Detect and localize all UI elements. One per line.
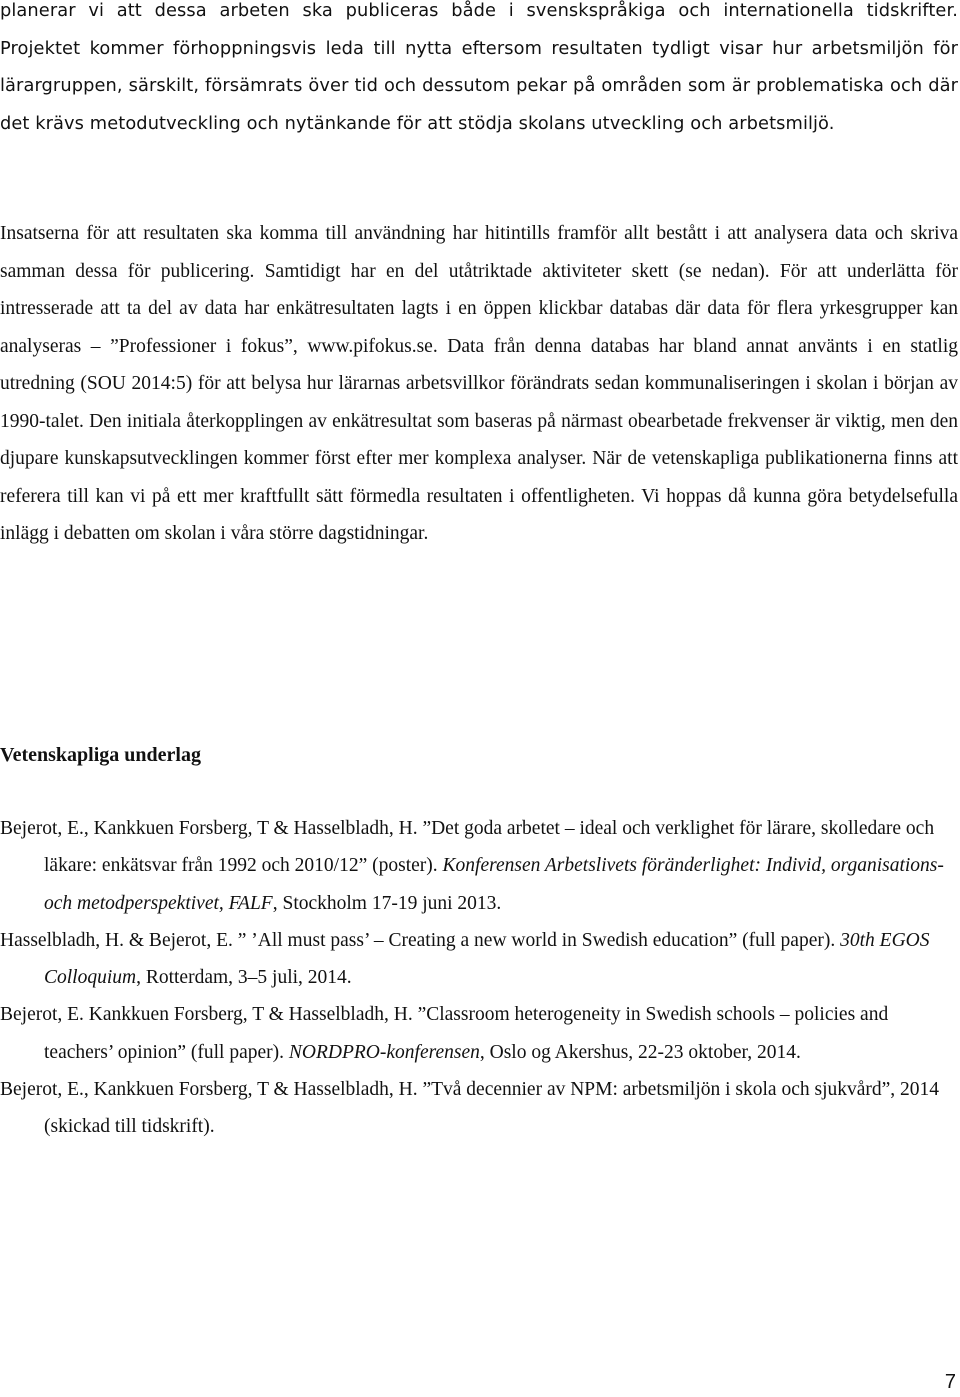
section-heading: Vetenskapliga underlag xyxy=(0,744,201,766)
page-number: 7 xyxy=(944,1371,956,1393)
body-paragraph-2 xyxy=(0,215,958,553)
reference-item xyxy=(0,1071,958,1146)
reference-item xyxy=(0,922,958,997)
reference-item xyxy=(0,810,958,922)
paragraph-2-text: Insatserna för att resultaten ska komma till användning har hitintills framför allt bestått i att analysera data och skriva samman dessa för publicering. Samtidigt har en del utåtriktade aktiviteter skett (se nedan). För att underlätta för intresserade att ta del av data har enkätresultaten lagts i en öppen klickbar databas där data för flera yrkesgrupper kan analyseras – ”Professioner i fokus”, www.pifokus.se. Data från denna databas har bland annat använts i en statlig utredning (SOU 2014:5) för att belysa hur lärarnas arbetsvillkor förändrats sedan kommunaliseringen i skolan i början av 1990-talet. Den initiala återkopplingen av enkätresultat som baseras på närmast obearbetade frekvenser är viktig, men den djupare kunskapsutvecklingen kommer först efter mer komplexa analyser. När de vetenskapliga publikationerna finns att referera till kan vi på ett mer kraftfullt sätt förmedla resultaten i offentligheten. Vi hoppas då kunna göra betydelsefulla inlägg i debatten om skolan i våra större dagstidningar. xyxy=(0,223,958,544)
reference-details: , Rotterdam, 3–5 juli, 2014. xyxy=(136,967,352,989)
paragraph-1-text: planerar vi att dessa arbeten ska publiceras både i svenskspråkiga och internationella tidskrifter. Projektet kommer förhoppningsvis leda till nytta eftersom resultaten tydligt visar hur arbetsmiljön för lärargruppen, särskilt, försämrats över tid och dessutom pekar på områden som är problematiska och där det krävs metodutveckling och nytänkande för att stödja skolans utveckling och arbetsmiljö. xyxy=(0,0,958,134)
reference-list xyxy=(0,810,958,1146)
reference-text: Hasselbladh, H. & Bejerot, E. ” ’All must pass’ – Creating a new world in Swedish education” (full paper). xyxy=(0,929,841,951)
reference-details: , Oslo og Akershus, 22-23 oktober, 2014. xyxy=(479,1041,801,1063)
reference-text: Bejerot, E. Kankkuen Forsberg, T & Hasselbladh, H. ”Classroom heterogeneity in Swedish schools – policies and teachers’ opinion” (full paper). xyxy=(0,1004,889,1063)
reference-venue: NORDPRO-konferensen xyxy=(288,1041,480,1063)
reference-text: Bejerot, E., Kankkuen Forsberg, T & Hasselbladh, H. ”Två decennier av NPM: arbetsmiljön i skola och sjukvård”, 2014 (skickad till tidskrift). xyxy=(0,1079,940,1138)
body-paragraph-1 xyxy=(0,0,958,142)
reference-details: , Stockholm 17-19 juni 2013. xyxy=(272,892,502,914)
reference-item xyxy=(0,996,958,1071)
reference-venue: 30th EGOS Colloquium xyxy=(44,929,930,989)
reference-venue: Konferensen Arbetslivets föränderlighet: Individ, organisations- och metodperspektivet, FALF xyxy=(44,855,944,914)
reference-text: Bejerot, E., Kankkuen Forsberg, T & Hasselbladh, H. ”Det goda arbetet – ideal och verklighet för lärare, skolledare och läkare: enkätsvar från 1992 och 2010/12” (poster). xyxy=(0,818,935,877)
